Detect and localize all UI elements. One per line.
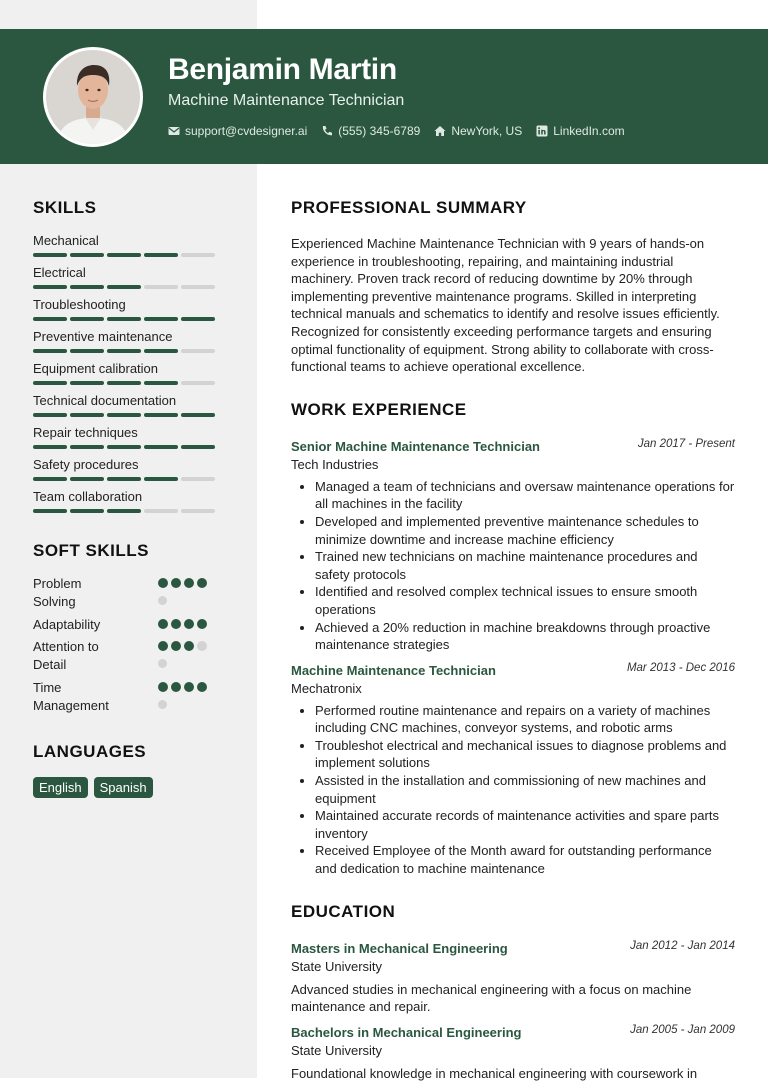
skill-level-segment [70,413,104,417]
education-entry [291,1024,735,1082]
skill-level-bar [33,413,233,417]
soft-skill-rating [158,682,207,692]
school-name: State University [291,958,383,974]
skill-level-segment [70,285,104,289]
bullet-item: • Trained new technicians on machine maintenance procedures and safety protocols [315,548,735,583]
skill-level-segment [70,349,104,353]
skill-level-segment [70,445,104,449]
rating-dot [197,641,207,651]
contact-linkedin-text: LinkedIn.com [553,124,625,138]
rating-dot [158,682,168,692]
skill-level-bar [33,317,233,321]
bullet-item: • Developed and implemented preventive maintenance schedules to minimize downtime and increase machine efficiency [315,513,735,548]
education-description: Advanced studies in mechanical engineering with a focus on machine maintenance and repair. [291,981,692,1015]
skill-level-bar [33,253,233,257]
skill-level-segment [144,445,178,449]
skill-label: Preventive maintenance [33,329,173,344]
summary-title: PROFESSIONAL SUMMARY [291,198,527,217]
education-dates: Jan 2005 - Jan 2009 [630,1023,735,1036]
skill-level-segment [70,253,104,257]
skill-level-segment [144,477,178,481]
job-title: Machine Maintenance Technician [291,662,496,678]
job-entry [291,438,735,654]
bullet-item: • Assisted in the installation and commissioning of new machines and equipment [315,772,735,807]
contact-phone-text: (555) 345-6789 [338,124,421,138]
skill-level-segment [144,317,178,321]
skill-level-segment [107,477,141,481]
skill-level-segment [107,445,141,449]
contact-email[interactable] [168,124,307,138]
soft-skill-label: Problem Solving [33,576,82,609]
contact-linkedin[interactable] [536,124,624,138]
skill-level-bar [33,477,233,481]
skill-list [33,233,233,521]
soft-skill-label: Attention to Detail [33,639,99,672]
skill-level-segment [33,317,67,321]
skill-label: Technical documentation [33,393,177,408]
skill-item [33,425,233,457]
education-title: EDUCATION [291,901,396,921]
soft-skill-rating [158,641,207,651]
skill-level-segment [33,349,67,353]
soft-skill-item [33,638,233,679]
contact-phone[interactable] [321,124,420,138]
rating-dot [171,578,181,588]
skill-label: Team collaboration [33,489,143,504]
experience-title: WORK EXPERIENCE [291,399,467,419]
soft-skill-item [33,575,233,616]
skill-level-segment [107,317,141,321]
bullet-item: • Achieved a 20% reduction in machine breakdowns through proactive maintenance strategies [315,619,735,654]
skill-level-bar [33,285,233,289]
skill-level-bar [33,509,233,513]
summary-text: Experienced Machine Maintenance Technician with 9 years of hands-on experience in troubleshooting, repairing, and maintaining industrial machinery. Proven track record of reducing downtime by 20% through implementing preventive maintenance programs. Skilled in interpreting technical manuals and schematics to identify and resolve issues efficiently. Recognized for consistently exceeding performance targets and ensuring optimal functionality of equipment. Strong ability to collaborate with cross-functional teams to achieve operational excellence. [291,236,720,375]
language-list [33,777,233,798]
skill-level-segment [144,509,178,513]
phone-icon [321,125,333,137]
avatar [43,47,143,147]
soft-skill-item [33,616,233,638]
rating-dot [197,578,207,588]
skill-level-segment [181,349,215,353]
soft-skills-title: SOFT SKILLS [33,541,149,560]
skill-item [33,457,233,489]
skill-level-bar [33,349,233,353]
skill-level-segment [33,445,67,449]
contact-location [434,124,522,138]
skill-level-segment [144,381,178,385]
skill-label: Repair techniques [33,425,138,440]
skill-label: Electrical [33,265,86,280]
bullet-item: • Troubleshot electrical and mechanical issues to diagnose problems and implement solutions [315,737,735,772]
rating-dot [171,641,181,651]
contact-location-text: NewYork, US [451,124,523,138]
skill-label: Mechanical [33,233,99,248]
skill-level-segment [144,253,178,257]
skill-label: Safety procedures [33,457,139,472]
soft-skill-list [33,575,233,720]
rating-dot [158,641,168,651]
skill-item [33,265,233,297]
skill-level-segment [33,509,67,513]
job-bullets [291,702,735,878]
skill-level-segment [144,349,178,353]
rating-dot [171,682,181,692]
skill-level-segment [70,317,104,321]
rating-dot [197,682,207,692]
contact-list [168,124,625,138]
skill-level-segment [181,253,215,257]
profile-photo [46,50,140,144]
skill-level-segment [107,253,141,257]
left-column [33,198,233,798]
skill-level-segment [181,509,215,513]
header-banner [0,29,768,164]
skill-label: Troubleshooting [33,297,126,312]
skill-level-segment [107,381,141,385]
rating-dot [184,619,194,629]
job-dates: Mar 2013 - Dec 2016 [626,661,735,674]
soft-skill-item [33,679,233,720]
bullet-item: • Maintained accurate records of maintenance activities and spare parts inventory [315,807,735,842]
skill-level-segment [70,477,104,481]
bullet-item: • Received Employee of the Month award for outstanding performance and dedication to machine maintenance [315,842,735,877]
skill-level-segment [70,509,104,513]
bullet-item: • Managed a team of technicians and oversaw maintenance operations for all machines in the facility [315,478,735,513]
skill-level-segment [181,413,215,417]
skills-title: SKILLS [33,198,97,217]
education-dates: Jan 2012 - Jan 2014 [630,939,735,952]
bullet-item: • Performed routine maintenance and repairs on a variety of machines including CNC machines, conveyor systems, and robotic arms [315,702,735,737]
skill-level-segment [181,285,215,289]
bullet-item: • Identified and resolved complex technical issues to ensure smooth operations [315,583,735,618]
skill-level-segment [33,477,67,481]
skill-item [33,329,233,361]
company-name: Tech Industries [291,456,379,472]
rating-dot-overflow [158,596,167,605]
skill-level-segment [181,477,215,481]
skill-level-segment [33,285,67,289]
job-dates: Jan 2017 - Present [637,437,735,450]
skill-level-segment [33,413,67,417]
skill-item [33,233,233,265]
soft-skill-rating [158,619,207,629]
main-column [291,198,735,1082]
job-title: Senior Machine Maintenance Technician [291,438,540,454]
contact-email-text: support@cvdesigner.ai [185,124,308,138]
skill-level-bar [33,381,233,385]
skill-level-segment [107,285,141,289]
skill-level-bar [33,445,233,449]
degree-title: Bachelors in Mechanical Engineering [291,1024,522,1040]
rating-dot [171,619,181,629]
skill-level-segment [33,381,67,385]
language-pill: English [33,777,88,798]
languages-title: LANGUAGES [33,742,147,761]
company-name: Mechatronix [291,680,362,696]
linkedin-icon [536,125,548,137]
soft-skill-rating [158,578,207,588]
skill-item [33,393,233,425]
envelope-icon [168,125,180,137]
skill-item [33,361,233,393]
skill-level-segment [107,509,141,513]
rating-dot [184,578,194,588]
school-name: State University [291,1042,383,1058]
skill-level-segment [181,445,215,449]
degree-title: Masters in Mechanical Engineering [291,940,508,956]
rating-dot [184,641,194,651]
rating-dot [158,578,168,588]
soft-skill-label: Time Management [33,680,109,713]
skill-level-segment [181,317,215,321]
skill-level-segment [70,381,104,385]
skill-label: Equipment calibration [33,361,159,376]
job-entry [291,662,735,878]
skill-level-segment [107,413,141,417]
skill-level-segment [144,413,178,417]
skill-item [33,489,233,521]
job-bullets [291,478,735,654]
soft-skill-label: Adaptability [33,617,101,632]
skill-level-segment [107,349,141,353]
education-entry [291,940,735,1016]
candidate-name: Benjamin Martin [168,53,397,86]
education-description: Foundational knowledge in mechanical engineering with coursework in [291,1065,698,1081]
rating-dot [184,682,194,692]
language-pill: Spanish [94,777,153,798]
skill-level-segment [144,285,178,289]
skill-level-segment [181,381,215,385]
rating-dot [158,619,168,629]
rating-dot-overflow [158,659,167,668]
skill-level-segment [33,253,67,257]
job-role: Machine Maintenance Technician [168,92,405,109]
rating-dot-overflow [158,700,167,709]
rating-dot [197,619,207,629]
skill-item [33,297,233,329]
home-icon [434,125,446,137]
